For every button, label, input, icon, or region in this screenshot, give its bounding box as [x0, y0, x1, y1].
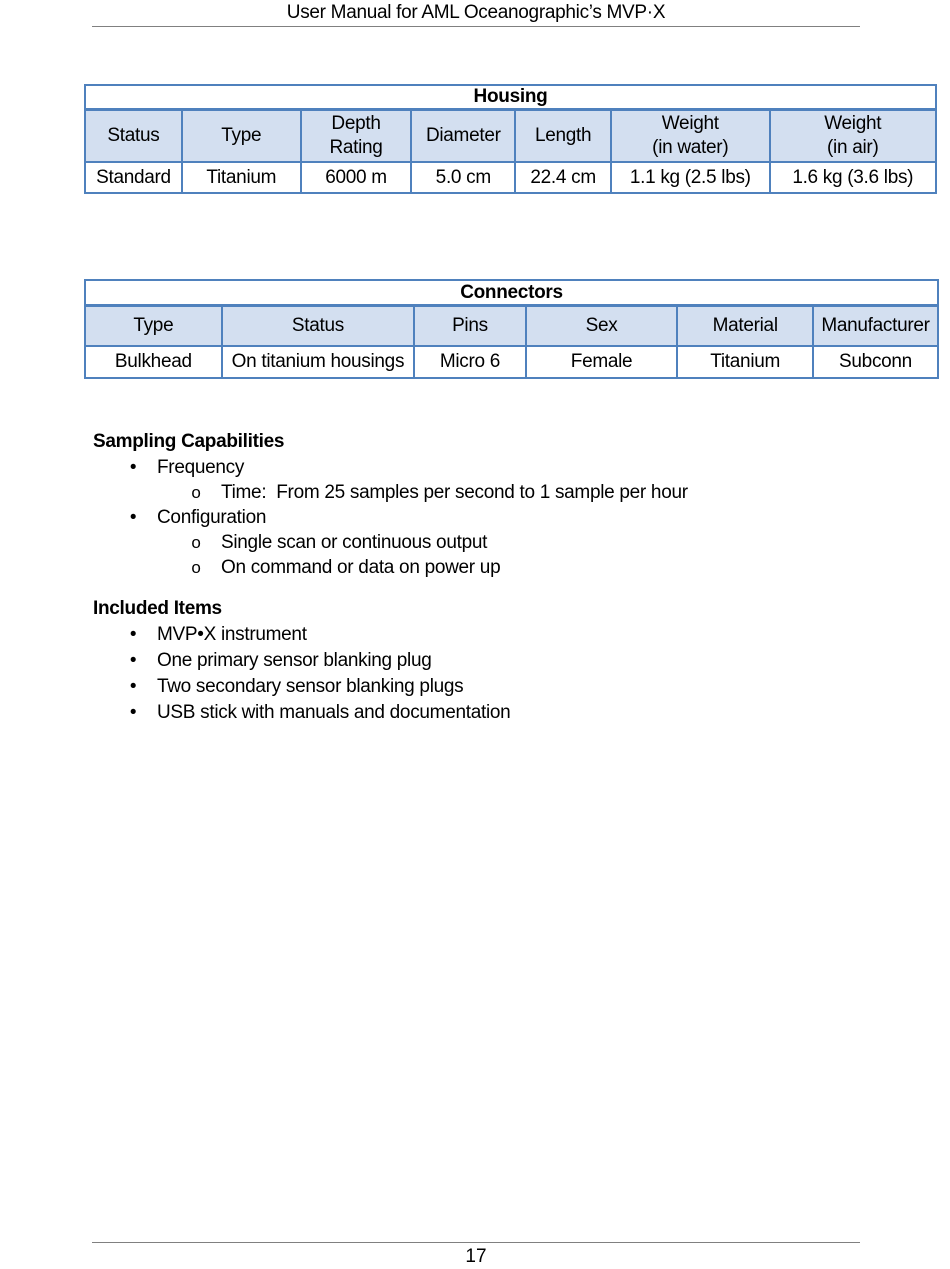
list-item-label: On command or data on power up	[221, 557, 501, 578]
housing-cell-type: Titanium	[182, 162, 301, 193]
connectors-cell-status: On titanium housings	[222, 346, 414, 378]
housing-header-depth-rating: Depth Rating	[301, 110, 412, 163]
housing-header-diameter: Diameter	[411, 110, 515, 163]
list-item	[93, 530, 688, 555]
list-item-label: Frequency	[157, 457, 245, 478]
included-items-section	[93, 596, 510, 726]
list-item-label: MVP•X instrument	[157, 624, 307, 645]
page-header	[92, 0, 860, 27]
list-item-label: Time: From 25 samples per second to 1 sample per hour	[221, 482, 688, 503]
list-item	[93, 674, 510, 700]
bullet-dot-icon: •	[129, 650, 137, 671]
housing-header-type: Type	[182, 110, 301, 163]
connectors-cell-manufacturer: Subconn	[813, 346, 938, 378]
bullet-circle-icon: o	[191, 483, 201, 502]
connectors-header-pins: Pins	[414, 306, 526, 347]
list-item	[93, 505, 688, 530]
list-item	[93, 480, 688, 505]
list-item-label: Configuration	[157, 507, 267, 528]
connectors-cell-material: Titanium	[677, 346, 813, 378]
list-item-label: USB stick with manuals and documentation	[157, 702, 511, 723]
table-row	[85, 346, 938, 378]
sampling-capabilities-section	[93, 429, 688, 580]
bullet-circle-icon: o	[191, 558, 201, 577]
connectors-cell-type: Bulkhead	[85, 346, 222, 378]
footer-divider	[92, 1242, 860, 1243]
housing-cell-weight-in-air: 1.6 kg (3.6 lbs)	[770, 162, 937, 193]
list-item	[93, 700, 510, 726]
connectors-header-material: Material	[677, 306, 813, 347]
sampling-heading: Sampling Capabilities	[93, 431, 285, 452]
table-row	[85, 162, 936, 193]
list-item	[93, 455, 688, 480]
connectors-header-status: Status	[222, 306, 414, 347]
connectors-header-manufacturer: Manufacturer	[813, 306, 938, 347]
sampling-list	[93, 455, 688, 580]
housing-cell-depth-rating: 6000 m	[301, 162, 412, 193]
bullet-dot-icon: •	[129, 702, 137, 723]
connectors-cell-sex: Female	[526, 346, 678, 378]
housing-cell-status: Standard	[85, 162, 182, 193]
list-item	[93, 622, 510, 648]
housing-table	[84, 84, 937, 194]
housing-header-weight-in-air: Weight (in air)	[770, 110, 937, 163]
housing-header-status: Status	[85, 110, 182, 163]
included-heading: Included Items	[93, 598, 222, 619]
included-list	[93, 622, 510, 726]
list-item	[93, 648, 510, 674]
connectors-cell-pins: Micro 6	[414, 346, 526, 378]
connectors-table	[84, 279, 939, 379]
bullet-circle-icon: o	[191, 533, 201, 552]
housing-header-weight-in-water: Weight (in water)	[611, 110, 769, 163]
list-item-label: Two secondary sensor blanking plugs	[157, 676, 464, 697]
manual-title: User Manual for AML Oceanographic’s MVP·X	[286, 2, 666, 23]
housing-cell-diameter: 5.0 cm	[411, 162, 515, 193]
housing-header-length: Length	[515, 110, 611, 163]
list-item	[93, 555, 688, 580]
connectors-table-title: Connectors	[85, 280, 938, 306]
housing-cell-weight-in-water: 1.1 kg (2.5 lbs)	[611, 162, 769, 193]
page-number: 17	[465, 1246, 487, 1267]
bullet-dot-icon: •	[129, 676, 137, 697]
connectors-header-type: Type	[85, 306, 222, 347]
list-item-label: One primary sensor blanking plug	[157, 650, 432, 671]
housing-cell-length: 22.4 cm	[515, 162, 611, 193]
bullet-dot-icon: •	[129, 624, 137, 645]
housing-table-title: Housing	[85, 85, 936, 110]
bullet-dot-icon: •	[129, 507, 137, 528]
list-item-label: Single scan or continuous output	[221, 532, 488, 553]
connectors-header-sex: Sex	[526, 306, 678, 347]
bullet-dot-icon: •	[129, 457, 137, 478]
